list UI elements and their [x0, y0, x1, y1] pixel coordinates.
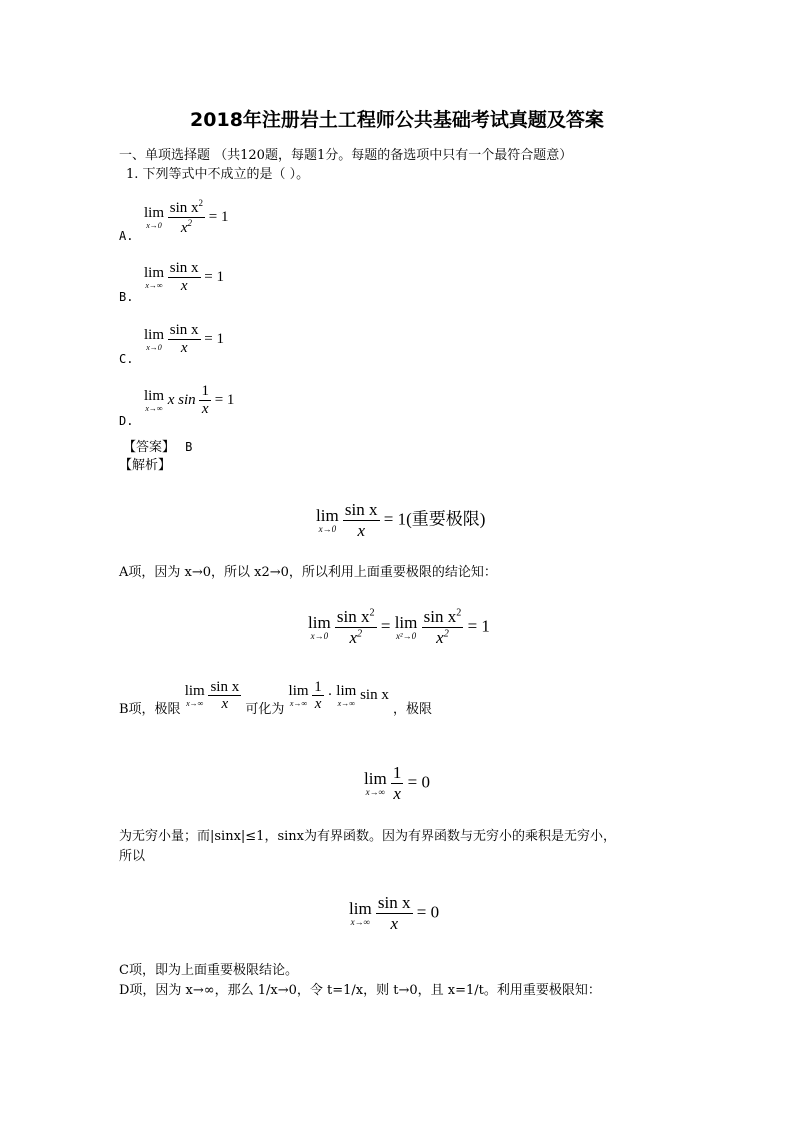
- paragraph-b-prefix: B项，极限: [119, 702, 181, 717]
- section-heading: 一、单项选择题 （共120题，每题1分。每题的备选项中只有一个最符合题意）: [119, 148, 573, 163]
- option-b-label: B.: [119, 290, 134, 304]
- paragraph-a: A项，因为 x→0，所以 x2→0，所以利用上面重要极限的结论知：: [119, 565, 497, 580]
- paragraph-b: [119, 679, 432, 725]
- option-c-label: C.: [119, 352, 134, 366]
- formula-b: lim x→∞ $\frac{1}{x}$ = 0: [364, 763, 431, 803]
- option-d-label: D.: [119, 414, 134, 428]
- paragraph-c: C项，即为上面重要极限结论。: [119, 963, 298, 978]
- formula-b2: lim x→∞ $\frac{\text{sin x}}{x}$ = 0: [349, 893, 440, 933]
- option-a-label: A.: [119, 229, 134, 243]
- option-d-formula: lim x→∞ x sin $\frac{1}{x}$ = 1: [144, 383, 235, 417]
- question-1-text: 1. 下列等式中不成立的是（ ）。: [126, 167, 310, 182]
- answer-value: B: [185, 440, 193, 454]
- page-title: 2018年注册岩土工程师公共基础考试真题及答案: [190, 109, 604, 131]
- formula-important-limit: lim x→0 $\frac{\text{sin x}}{x}$ = 1(重要极限): [316, 500, 486, 540]
- paragraph-b-suffix: ，极限: [392, 702, 432, 717]
- answer-label: 【答案】: [123, 440, 176, 455]
- option-c-formula: lim x→0 $\frac{\text{sin x}}{x}$ = 1: [144, 322, 224, 356]
- answer-row: [123, 439, 192, 456]
- paragraph-b-mid: 可化为: [245, 702, 285, 717]
- paragraph-b-formula-1: lim x→∞ $\frac{\text{sin x}}{x}$: [184, 679, 240, 712]
- option-b-formula: lim x→∞ $\frac{\text{sin x}}{x}$ = 1: [144, 260, 224, 294]
- paragraph-b2-line1: 为无穷小量；而|sinx|≤1，sinx为有界函数。因为有界函数与无穷小的乘积是无穷小，: [119, 829, 616, 844]
- paragraph-b2-line2: 所以: [119, 849, 146, 864]
- paragraph-d: D项，因为 x→∞，那么 1/x→0，令 t=1/x，则 t→0，且 x=1/t。利用重要极限知：: [119, 983, 601, 998]
- formula-a: lim x→0 $\frac{\sin x^2}{x^2}$ = lim x²→0 $\frac{\sin x^2}{x^2}$ = 1: [308, 607, 490, 647]
- option-a-formula: lim x→0 $\frac{\sin x^2}{x^2}$ = 1: [144, 198, 229, 236]
- paragraph-b-formula-2: lim x→∞ $\frac{1}{x}$ · lim x→∞ sin x: [288, 679, 389, 712]
- analysis-label: 【解析】: [119, 458, 172, 473]
